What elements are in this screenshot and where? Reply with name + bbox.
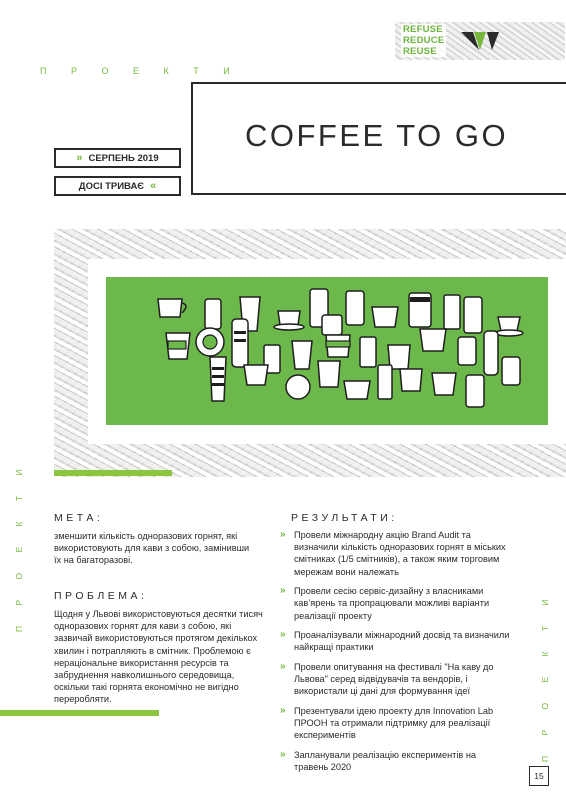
logo-words [401, 24, 446, 57]
chevron-right-icon: » [280, 661, 286, 672]
list-item [282, 705, 510, 742]
result-text: Провели опитування на фестивалі "На каву до Львова" серед відвідувачів та вендорів, і використали ці дані для формування ідеї [294, 662, 494, 697]
list-item [282, 629, 510, 653]
result-text: Презентували ідею проекту для Innovation Lab ПРООН та отримали підтримку для реалізації експериментів [294, 706, 494, 741]
result-text: Провели міжнародну акцію Brand Audit та визначили кількість одноразових горнят в міських смітниках (1/5 смітників), а також яким торговим мережам вони належать [294, 530, 506, 577]
problem-text: Щодня у Львові використовуються десятки тисяч одноразових горнят для кави з собою, які зазвичай використовуються протягом декількох хвилин і потрапляють в смітник. Проблемою є нераціональне використання ресурсів та забруднення навколишнього середовища, оскільки такі горнята економічно не вигідно переробляти. [54, 609, 263, 705]
problem-heading: ПРОБЛЕМА: [54, 590, 148, 602]
logo-mark-icon [461, 30, 505, 52]
decor-word-left: П Р О Е К Т И [14, 460, 24, 632]
result-text: Проаналізували міжнародний досвід та визначили найкращі практики [294, 630, 510, 653]
list-item [282, 661, 510, 698]
green-accent-bar-top [54, 470, 172, 476]
chevron-left-icon: « [150, 180, 157, 192]
logo-line-reduce: REDUCE [403, 35, 445, 46]
decor-word-right: П Р О Е К Т И [540, 590, 550, 762]
date-label: СЕРПЕНЬ 2019 [88, 152, 159, 164]
chevron-right-icon: » [76, 152, 83, 164]
status-label: ДОСІ ТРИВАЄ [78, 180, 145, 192]
date-box [54, 148, 181, 168]
result-text: Провели сесію сервіс-дизайну з власниками кав’ярень та пропрацювали можливі варіанти реалізації проекту [294, 586, 490, 621]
green-panel [106, 277, 548, 425]
results-heading: РЕЗУЛЬТАТИ: [291, 512, 398, 524]
status-box [54, 176, 181, 196]
logo-line-refuse: REFUSE [403, 24, 443, 35]
goal-text: зменшити кількість одноразових горнят, які використовують для кави з собою, замінивши їх на багаторазові. [54, 531, 250, 566]
result-text: Запланували реалізацію експериментів на травень 2020 [294, 750, 477, 773]
goal-heading: МЕТА: [54, 512, 104, 524]
chevron-right-icon: » [280, 585, 286, 597]
decor-word-top: П Р О Е К Т И [40, 66, 241, 76]
cups-illustration-photo [54, 229, 566, 477]
list-item [282, 749, 510, 773]
green-accent-bar-bottom [0, 710, 159, 716]
page-title: COFFEE TO GO [245, 118, 509, 153]
coffee-cups-drawing-icon [106, 277, 548, 425]
chevron-right-icon: » [280, 749, 286, 760]
chevron-right-icon: » [280, 629, 286, 641]
logo-line-reuse: REUSE [403, 46, 437, 57]
chevron-right-icon: » [280, 705, 286, 716]
chevron-right-icon: » [280, 529, 286, 540]
page-number: 15 [529, 766, 549, 786]
results-list [282, 529, 510, 781]
refuse-reduce-reuse-logo [395, 22, 565, 60]
list-item [282, 585, 510, 622]
list-item [282, 529, 510, 578]
